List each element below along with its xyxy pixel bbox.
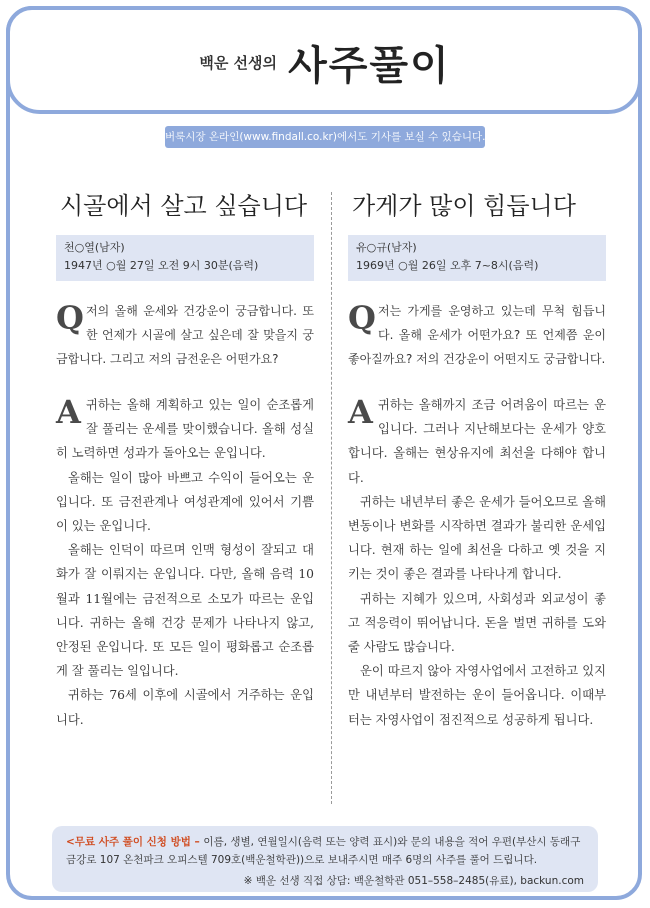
answer-paragraph: 귀하는 지혜가 있으며, 사회성과 외교성이 좋고 적응력이 뛰어납니다. 돈을 벌면 귀하를 도와줄 사람도 많습니다. xyxy=(348,591,606,655)
application-text: 이름, 생별, 연월일시(음력 또는 양력 표시)와 문의 내용을 적어 우편(부산시 동래구 금강로 107 온천파크 오피스텔 709호(백운철학관))으로 보내주시면 매주 6명의 사주를 풀어 드립니다. xyxy=(66,836,581,866)
q-mark-icon: Q xyxy=(348,299,376,337)
left-answer xyxy=(56,393,314,732)
online-banner: 버룩시장 온라인(www.findall.co.kr)에서도 기사를 보실 수 있습니다. xyxy=(165,126,485,148)
application-info xyxy=(66,833,586,869)
left-question xyxy=(56,299,314,371)
right-answer xyxy=(348,393,606,732)
right-person-name: 유○규(남자) xyxy=(356,241,417,254)
left-answer-text xyxy=(56,393,314,732)
q-mark-icon: Q xyxy=(56,299,84,337)
left-question-text: 저의 올해 운세와 건강운이 궁금합니다. 또한 언제가 시골에 살고 싶은데 잘 맞을지 궁금합니다. 그리고 저의 금전운은 어떤가요? xyxy=(56,304,314,366)
a-mark-icon: A xyxy=(348,393,373,431)
answer-paragraph: 귀하는 내년부터 좋은 운세가 들어오므로 올해 변동이나 변화를 시작하면 결과가 불리한 운세입니다. 현재 하는 일에 최선을 다하고 옛 것을 지키는 것이 좋은 결과를 나타나게 합니다. xyxy=(348,494,606,582)
answer-paragraph: 올해는 인덕이 따르며 인맥 형성이 잘되고 대화가 잘 이뤄지는 운입니다. 다만, 올해 음력 10월과 11월에는 금전적으로 소모가 따르는 운입니다. 귀하는 올해 건강 문제가 나타나지 않고, 안정된 운입니다. 또 모든 일이 평화롭고 순조롭게 잘 풀리는 일입니다. xyxy=(56,543,314,679)
answer-paragraph: 귀하는 올해 계획하고 있는 일이 순조롭게 잘 풀리는 운세를 맞이했습니다. 올해 성실히 노력하면 성과가 돌아오는 운입니다. xyxy=(56,398,314,461)
title-main: 사주풀이 xyxy=(288,43,451,89)
left-headline: 시골에서 살고 싶습니다 xyxy=(60,192,308,220)
answer-paragraph: 귀하는 76세 이후에 시골에서 거주하는 운입니다. xyxy=(56,688,314,727)
a-mark-icon: A xyxy=(56,393,81,431)
left-column xyxy=(56,190,314,732)
application-label: <무료 사주 풀이 신청 방법 – xyxy=(66,836,204,848)
right-answer-text xyxy=(348,393,606,732)
right-column xyxy=(348,190,606,732)
left-birth-date: 1947년 ○월 27일 오전 9시 30분(음력) xyxy=(64,259,259,272)
answer-paragraph: 올해는 일이 많아 바쁘고 수익이 들어오는 운입니다. 또 금전관계나 여성관계에 있어서 기쁨이 있는 운입니다. xyxy=(56,470,314,534)
right-question xyxy=(348,299,606,371)
left-person-name: 천○열(남자) xyxy=(64,241,125,254)
right-info-box xyxy=(348,235,606,281)
column-divider xyxy=(331,192,332,804)
answer-paragraph: 귀하는 올해까지 조금 어려움이 따르는 운입니다. 그러나 지난해보다는 운세가 양호합니다. 올해는 현상유지에 최선을 다해야 합니다. xyxy=(348,398,606,485)
right-headline: 가게가 많이 힘듭니다 xyxy=(352,192,576,220)
footer-box xyxy=(52,826,598,892)
right-birth-date: 1969년 ○월 26일 오후 7~8시(음력) xyxy=(356,259,539,272)
right-question-text: 저는 가게를 운영하고 있는데 무척 힘듭니다. 올해 운세가 어떤가요? 또 언제쯤 운이 좋아질까요? 저의 건강운이 어떤지도 궁금합니다. xyxy=(348,304,606,366)
left-info-box xyxy=(56,235,314,281)
title-subtitle: 백운 선생의 xyxy=(199,54,278,72)
page-title xyxy=(0,34,650,91)
answer-paragraph: 운이 따르지 않아 자영사업에서 고전하고 있지만 내년부터 발전하는 운이 들어옵니다. 이때부터는 자영사업이 점진적으로 성공하게 됩니다. xyxy=(348,664,606,727)
contact-info: ※ 백운 선생 직접 상담: 백운철학관 051–558–2485(유료), backun.com xyxy=(243,875,584,887)
